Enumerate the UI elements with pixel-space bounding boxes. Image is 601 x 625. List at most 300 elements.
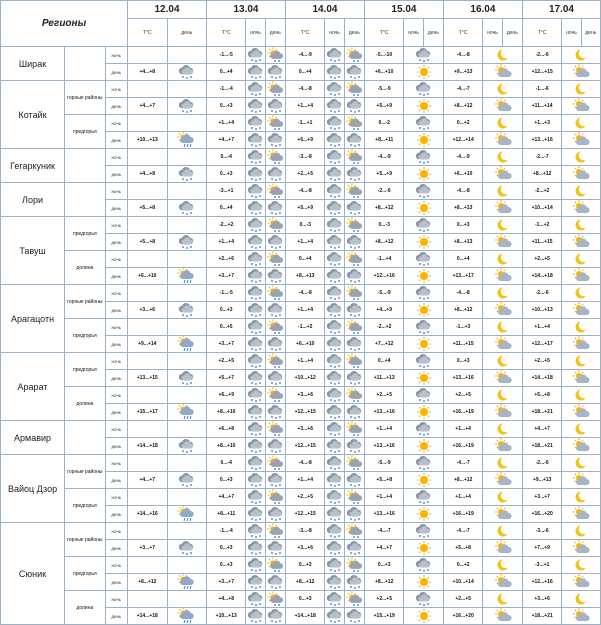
subregion-label: предгорья: [65, 557, 106, 591]
part-of-day-label: ночь: [105, 47, 127, 64]
sun-snow-icon: [344, 285, 364, 302]
snow-cloud-icon: [325, 506, 344, 523]
temperature-value: +13...+16: [364, 506, 403, 523]
sun-cloud-icon: [483, 540, 523, 557]
temperature-value: 0...+3: [285, 557, 324, 574]
snow-cloud-icon: [344, 166, 364, 183]
temperature-value: [128, 523, 167, 540]
sun-snow-icon: [344, 591, 364, 608]
temperature-value: +4...+7: [128, 98, 167, 115]
temperature-value: -2...+2: [206, 217, 245, 234]
sun-snow-icon: [265, 523, 285, 540]
night-col-header: ночь: [483, 19, 502, 47]
sun-cloud-icon: [483, 98, 523, 115]
table-row: [1, 285, 601, 302]
region-name: Армавир: [1, 421, 65, 455]
snow-cloud-icon: [246, 319, 265, 336]
part-of-day-label: день: [105, 370, 127, 387]
temperature-value: +8...+10: [206, 404, 245, 421]
sun-cloud-icon: [483, 404, 523, 421]
sun-snow-icon: [265, 149, 285, 166]
subregion-label: горные районы: [65, 455, 106, 489]
temperature-value: +4...+8: [128, 166, 167, 183]
sun-rain-icon: [167, 574, 206, 591]
snow-cloud-icon: [265, 132, 285, 149]
snow-cloud-icon: [325, 540, 344, 557]
sun-cloud-icon: [483, 200, 523, 217]
snow-cloud-icon: [246, 166, 265, 183]
temperature-value: +12...+15: [285, 404, 324, 421]
temperature-value: +1...+3: [522, 115, 561, 132]
temperature-value: [128, 591, 167, 608]
temperature-value: 0...+3: [206, 302, 245, 319]
region-name: Сюник: [1, 523, 65, 625]
snow-cloud-icon: [246, 81, 265, 98]
sun-icon: [404, 166, 444, 183]
part-of-day-label: день: [105, 132, 127, 149]
temperature-value: +13...+16: [364, 404, 403, 421]
temperature-value: +8...+12: [285, 574, 324, 591]
temperature-value: +8...+11: [206, 506, 245, 523]
sun-cloud-icon: [562, 574, 601, 591]
temperature-value: 0...-4: [206, 455, 245, 472]
snow-cloud-icon: [246, 183, 265, 200]
snow-cloud-icon: [325, 47, 344, 64]
part-of-day-label: день: [105, 302, 127, 319]
moon-icon: [562, 455, 601, 472]
empty-cell: [167, 421, 206, 438]
temperature-value: +1...+4: [285, 98, 324, 115]
region-name: Вайоц Дзор: [1, 455, 65, 523]
snow-cloud-icon: [344, 132, 364, 149]
snow-cloud-icon: [246, 302, 265, 319]
sun-icon: [404, 336, 444, 353]
sun-cloud-icon: [562, 336, 601, 353]
sun-snow-icon: [344, 115, 364, 132]
moon-icon: [483, 421, 523, 438]
temperature-value: +3...+6: [285, 421, 324, 438]
snow-cloud-icon: [344, 370, 364, 387]
temperature-value: +4...+9: [364, 302, 403, 319]
snow-cloud-icon: [246, 285, 265, 302]
table-row: [1, 387, 601, 404]
part-of-day-label: ночь: [105, 455, 127, 472]
table-row: [1, 183, 601, 200]
empty-cell: [167, 251, 206, 268]
part-of-day-label: ночь: [105, 489, 127, 506]
temperature-value: +5...+8: [128, 234, 167, 251]
temperature-value: +12...+15: [285, 506, 324, 523]
snow-cloud-icon: [404, 319, 444, 336]
sun-rain-icon: [167, 268, 206, 285]
snow-cloud-icon: [325, 285, 344, 302]
temperature-value: +10...+14: [443, 574, 482, 591]
snow-cloud-icon: [167, 98, 206, 115]
temperature-value: +1...+4: [206, 234, 245, 251]
moon-icon: [483, 285, 523, 302]
part-of-day-label: ночь: [105, 591, 127, 608]
snow-cloud-icon: [344, 540, 364, 557]
snow-cloud-icon: [344, 574, 364, 591]
snow-cloud-icon: [265, 540, 285, 557]
temperature-value: 0...+3: [443, 217, 482, 234]
temperature-value: -5...-9: [364, 285, 403, 302]
moon-icon: [562, 115, 601, 132]
part-of-day-label: день: [105, 234, 127, 251]
temperature-value: +3...+7: [128, 540, 167, 557]
moon-icon: [562, 489, 601, 506]
temperature-value: -4...-8: [285, 81, 324, 98]
night-col-header: ночь: [325, 19, 344, 47]
temperature-value: +14...+18: [522, 370, 561, 387]
sun-snow-icon: [265, 217, 285, 234]
sun-icon: [404, 608, 444, 625]
snow-cloud-icon: [167, 234, 206, 251]
temperature-value: [128, 455, 167, 472]
empty-cell: [167, 81, 206, 98]
moon-icon: [483, 557, 523, 574]
empty-cell: [167, 591, 206, 608]
temperature-value: +4...+7: [206, 489, 245, 506]
snow-cloud-icon: [246, 557, 265, 574]
temperature-value: 0...+3: [285, 591, 324, 608]
moon-icon: [483, 523, 523, 540]
temperature-value: +14...+18: [128, 608, 167, 625]
temperature-value: +1...+4: [285, 472, 324, 489]
temperature-value: +2...+5: [443, 591, 482, 608]
table-row: [1, 557, 601, 574]
snow-cloud-icon: [246, 591, 265, 608]
sun-snow-icon: [344, 489, 364, 506]
part-of-day-label: день: [105, 166, 127, 183]
snow-cloud-icon: [167, 302, 206, 319]
sun-snow-icon: [265, 47, 285, 64]
temperature-value: [128, 217, 167, 234]
snow-cloud-icon: [325, 115, 344, 132]
part-of-day-label: день: [105, 540, 127, 557]
subregion-label: предгорья: [65, 319, 106, 353]
sun-icon: [404, 98, 444, 115]
snow-cloud-icon: [325, 387, 344, 404]
temperature-value: +10...+13: [206, 608, 245, 625]
temperature-value: -4...-9: [443, 149, 482, 166]
temperature-value: 0...-3: [364, 217, 403, 234]
snow-cloud-icon: [246, 608, 265, 625]
snow-cloud-icon: [265, 608, 285, 625]
snow-cloud-icon: [344, 200, 364, 217]
temperature-value: +13...+15: [128, 370, 167, 387]
part-of-day-label: день: [105, 200, 127, 217]
temperature-value: [128, 149, 167, 166]
part-of-day-label: ночь: [105, 557, 127, 574]
snow-cloud-icon: [404, 251, 444, 268]
temperature-value: +12...+16: [522, 574, 561, 591]
snow-cloud-icon: [325, 268, 344, 285]
snow-cloud-icon: [344, 268, 364, 285]
temperature-value: 0...+3: [206, 166, 245, 183]
snow-cloud-icon: [325, 98, 344, 115]
table-row: [1, 455, 601, 472]
moon-icon: [562, 557, 601, 574]
temperature-value: +13...+16: [364, 438, 403, 455]
temperature-value: [128, 557, 167, 574]
temperature-value: +8...+13: [443, 200, 482, 217]
snow-cloud-icon: [246, 523, 265, 540]
subregion-label: [65, 183, 106, 217]
snow-cloud-icon: [265, 268, 285, 285]
sun-cloud-icon: [562, 98, 601, 115]
temperature-value: +6...+8: [206, 421, 245, 438]
temperature-value: +12...+15: [285, 438, 324, 455]
empty-cell: [167, 455, 206, 472]
temperature-value: 0...+4: [206, 64, 245, 81]
snow-cloud-icon: [246, 115, 265, 132]
temperature-value: -2...-6: [522, 455, 561, 472]
sun-cloud-icon: [562, 608, 601, 625]
region-name: Котайк: [1, 81, 65, 149]
snow-cloud-icon: [325, 336, 344, 353]
snow-cloud-icon: [246, 64, 265, 81]
moon-icon: [483, 387, 523, 404]
snow-cloud-icon: [167, 166, 206, 183]
part-of-day-label: день: [105, 64, 127, 81]
temperature-value: +8...+12: [364, 200, 403, 217]
snow-cloud-icon: [265, 404, 285, 421]
temp-col-header: T°C: [206, 19, 245, 47]
sun-snow-icon: [265, 81, 285, 98]
sun-cloud-icon: [483, 166, 523, 183]
temperature-value: +16...+19: [443, 404, 482, 421]
snow-cloud-icon: [325, 302, 344, 319]
temperature-value: [128, 421, 167, 438]
part-of-day-label: ночь: [105, 319, 127, 336]
temperature-value: 0...+4: [364, 353, 403, 370]
part-of-day-label: день: [105, 506, 127, 523]
subregion-label: горные районы: [65, 285, 106, 319]
snow-cloud-icon: [246, 98, 265, 115]
region-name: Арарат: [1, 353, 65, 421]
sun-snow-icon: [344, 353, 364, 370]
snow-cloud-icon: [404, 421, 444, 438]
temperature-value: -4...-8: [285, 285, 324, 302]
empty-cell: [167, 353, 206, 370]
sun-cloud-icon: [483, 370, 523, 387]
snow-cloud-icon: [404, 591, 444, 608]
temperature-value: -5...-9: [364, 81, 403, 98]
snow-cloud-icon: [325, 574, 344, 591]
temperature-value: +7...+9: [522, 540, 561, 557]
moon-icon: [483, 353, 523, 370]
temperature-value: -4...-8: [285, 183, 324, 200]
moon-icon: [483, 591, 523, 608]
temperature-value: -3...+1: [522, 557, 561, 574]
snow-cloud-icon: [404, 387, 444, 404]
snow-cloud-icon: [404, 183, 444, 200]
subregion-label: предгорья: [65, 217, 106, 251]
temperature-value: 0...+3: [364, 557, 403, 574]
temperature-value: 0...+4: [285, 64, 324, 81]
temperature-value: +5...+8: [522, 387, 561, 404]
snow-cloud-icon: [246, 217, 265, 234]
temperature-value: +8...+12: [443, 302, 482, 319]
temperature-value: 0...+4: [206, 200, 245, 217]
temperature-value: +14...+16: [128, 506, 167, 523]
sun-cloud-icon: [483, 608, 523, 625]
temperature-value: -1...-4: [206, 81, 245, 98]
temperature-value: [128, 81, 167, 98]
empty-cell: [167, 149, 206, 166]
table-row: [1, 149, 601, 166]
sun-cloud-icon: [483, 574, 523, 591]
temperature-value: +5...+9: [364, 98, 403, 115]
part-of-day-label: день: [105, 268, 127, 285]
moon-icon: [562, 591, 601, 608]
empty-cell: [167, 523, 206, 540]
moon-icon: [562, 149, 601, 166]
moon-icon: [483, 251, 523, 268]
snow-cloud-icon: [344, 302, 364, 319]
temperature-value: +16...+20: [522, 506, 561, 523]
snow-cloud-icon: [265, 200, 285, 217]
temperature-value: -4...-7: [443, 81, 482, 98]
moon-icon: [483, 489, 523, 506]
temperature-value: +5...+9: [285, 200, 324, 217]
sun-snow-icon: [344, 251, 364, 268]
temperature-value: +5...+8: [443, 540, 482, 557]
temperature-value: 0...+4: [443, 251, 482, 268]
sun-rain-icon: [167, 336, 206, 353]
temperature-value: -5...-10: [364, 47, 403, 64]
moon-icon: [483, 115, 523, 132]
sun-snow-icon: [265, 183, 285, 200]
region-name: Ширак: [1, 47, 65, 81]
temperature-value: +11...+15: [443, 336, 482, 353]
temperature-value: +1...+4: [443, 489, 482, 506]
sun-cloud-icon: [483, 64, 523, 81]
sun-snow-icon: [344, 47, 364, 64]
snow-cloud-icon: [246, 438, 265, 455]
snow-cloud-icon: [265, 234, 285, 251]
sun-cloud-icon: [562, 268, 601, 285]
snow-cloud-icon: [246, 489, 265, 506]
temperature-value: +13...+16: [443, 370, 482, 387]
temperature-value: 0...+3: [206, 540, 245, 557]
temp-col-header: T°C: [443, 19, 482, 47]
subregion-label: [65, 47, 106, 81]
temperature-value: +6...+10: [128, 268, 167, 285]
sun-icon: [404, 132, 444, 149]
table-row: [1, 353, 601, 370]
moon-icon: [562, 421, 601, 438]
snow-cloud-icon: [265, 166, 285, 183]
temperature-value: +13...+17: [443, 268, 482, 285]
temperature-value: +2...+5: [206, 353, 245, 370]
moon-icon: [562, 387, 601, 404]
temp-col-header: T°C: [285, 19, 324, 47]
temperature-value: +8...+11: [364, 132, 403, 149]
snow-cloud-icon: [404, 455, 444, 472]
sun-cloud-icon: [483, 234, 523, 251]
temperature-value: [128, 183, 167, 200]
temperature-value: -3...-8: [285, 523, 324, 540]
snow-cloud-icon: [325, 200, 344, 217]
temperature-value: +14...+18: [285, 608, 324, 625]
snow-cloud-icon: [167, 370, 206, 387]
snow-cloud-icon: [344, 608, 364, 625]
snow-cloud-icon: [344, 98, 364, 115]
temperature-value: [128, 47, 167, 64]
snow-cloud-icon: [265, 506, 285, 523]
table-row: [1, 251, 601, 268]
sun-cloud-icon: [562, 234, 601, 251]
snow-cloud-icon: [404, 353, 444, 370]
part-of-day-label: день: [105, 404, 127, 421]
snow-cloud-icon: [265, 370, 285, 387]
temperature-value: +11...+13: [364, 370, 403, 387]
temperature-value: +5...+8: [364, 472, 403, 489]
temperature-value: +18...+21: [522, 404, 561, 421]
subregion-label: долина: [65, 591, 106, 625]
part-of-day-label: день: [105, 336, 127, 353]
sun-icon: [404, 200, 444, 217]
snow-cloud-icon: [246, 200, 265, 217]
night-col-header: ночь: [246, 19, 265, 47]
sun-rain-icon: [167, 132, 206, 149]
sun-cloud-icon: [483, 506, 523, 523]
empty-cell: [167, 387, 206, 404]
temperature-value: +2...+5: [364, 591, 403, 608]
snow-cloud-icon: [344, 506, 364, 523]
temperature-value: +1...+4: [364, 489, 403, 506]
temperature-value: -2...-6: [364, 183, 403, 200]
sun-cloud-icon: [562, 438, 601, 455]
temperature-value: +15...+19: [364, 608, 403, 625]
temperature-value: +9...+14: [128, 336, 167, 353]
part-of-day-label: ночь: [105, 387, 127, 404]
snow-cloud-icon: [246, 268, 265, 285]
temperature-value: +1...+4: [522, 319, 561, 336]
moon-icon: [483, 149, 523, 166]
temperature-value: +2...+5: [522, 353, 561, 370]
part-of-day-label: день: [105, 472, 127, 489]
temperature-value: +9...+13: [443, 64, 482, 81]
region-name: Арагацотн: [1, 285, 65, 353]
empty-cell: [167, 183, 206, 200]
temperature-value: 0...+3: [206, 472, 245, 489]
temperature-value: +8...+13: [285, 268, 324, 285]
region-name: Тавуш: [1, 217, 65, 285]
temperature-value: +8...+13: [443, 234, 482, 251]
temperature-value: -1...+1: [285, 115, 324, 132]
table-row: [1, 81, 601, 98]
sun-snow-icon: [265, 455, 285, 472]
temperature-value: +8...+12: [364, 234, 403, 251]
snow-cloud-icon: [246, 421, 265, 438]
temperature-value: +1...+4: [285, 234, 324, 251]
temperature-value: -2...+2: [364, 319, 403, 336]
sun-snow-icon: [344, 523, 364, 540]
part-of-day-label: ночь: [105, 285, 127, 302]
snow-cloud-icon: [325, 319, 344, 336]
temp-col-header: T°C: [522, 19, 561, 47]
snow-cloud-icon: [404, 81, 444, 98]
sun-cloud-icon: [483, 268, 523, 285]
table-row: [1, 489, 601, 506]
date-header-1: 13.04: [206, 1, 285, 19]
moon-icon: [562, 353, 601, 370]
temperature-value: 0...-3: [285, 217, 324, 234]
region-name: Гегаркуник: [1, 149, 65, 183]
